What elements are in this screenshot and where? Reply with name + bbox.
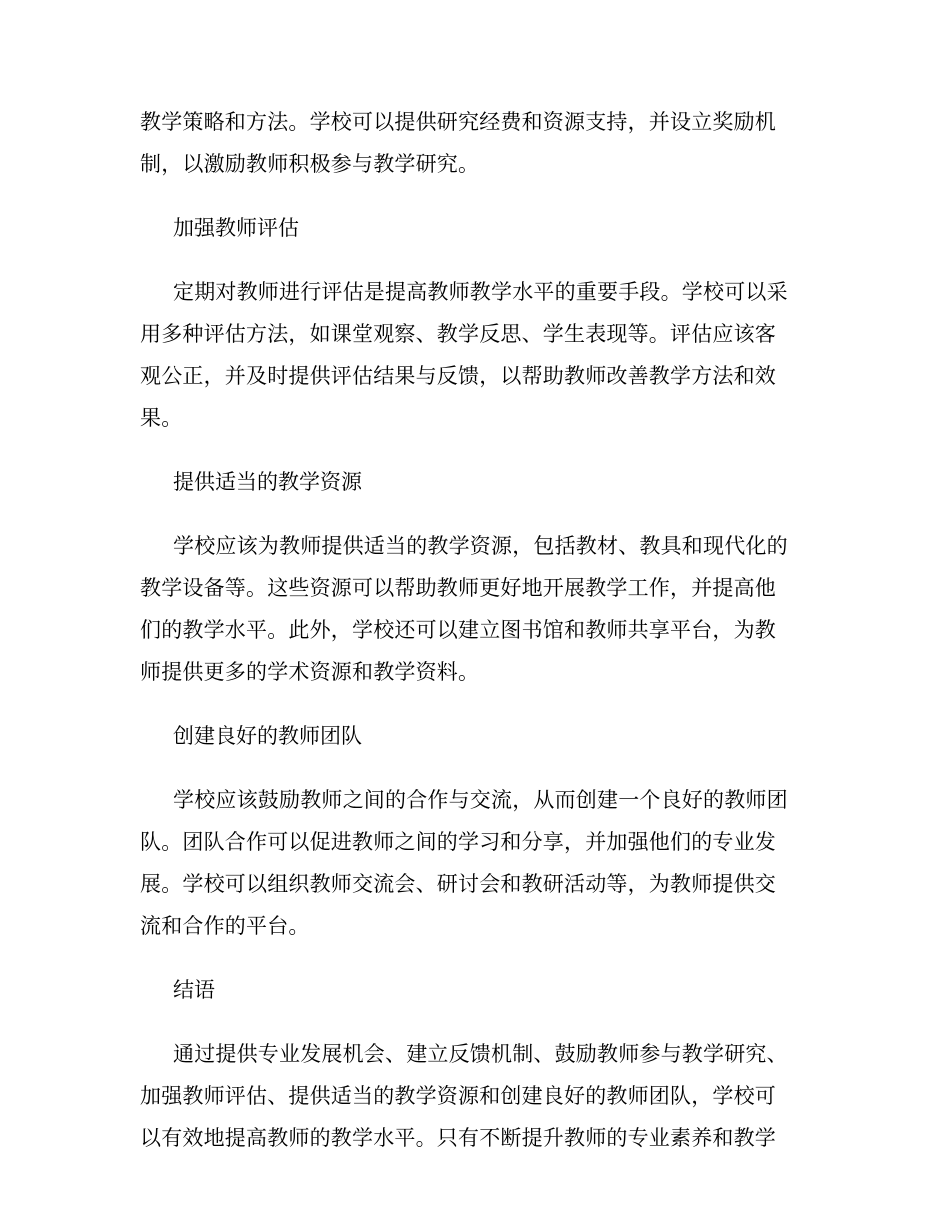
section-heading-teaching-resources: 提供适当的教学资源 <box>173 470 362 494</box>
paragraph-teacher-evaluation <box>140 271 810 439</box>
section-heading-teacher-team: 创建良好的教师团队 <box>173 724 362 748</box>
paragraph-conclusion <box>140 1033 810 1159</box>
text-line: 展。学校可以组织教师交流会、研讨会和教研活动等，为教师提供交 <box>140 872 776 896</box>
text-line: 队。团队合作可以促进教师之间的学习和分享，并加强他们的专业发 <box>140 830 776 854</box>
text-line: 们的教学水平。此外，学校还可以建立图书馆和教师共享平台，为教 <box>140 618 776 642</box>
text-line: 通过提供专业发展机会、建立反馈机制、鼓励教师参与教学研究、 <box>173 1042 788 1066</box>
text-line: 教学策略和方法。学校可以提供研究经费和资源支持，并设立奖励机 <box>140 110 776 134</box>
document-body <box>140 101 810 1159</box>
text-line: 流和合作的平台。 <box>140 914 310 938</box>
text-line: 制，以激励教师积极参与教学研究。 <box>140 152 480 176</box>
text-line: 师提供更多的学术资源和教学资料。 <box>140 660 480 684</box>
paragraph-continued <box>140 101 810 185</box>
text-line: 学校应该为教师提供适当的教学资源，包括教材、教具和现代化的 <box>173 534 788 558</box>
section-heading-conclusion: 结语 <box>173 978 215 1002</box>
text-line: 观公正，并及时提供评估结果与反馈，以帮助教师改善教学方法和效 <box>140 364 776 388</box>
text-line: 加强教师评估、提供适当的教学资源和创建良好的教师团队，学校可 <box>140 1084 776 1108</box>
section-heading-teacher-evaluation: 加强教师评估 <box>173 216 299 240</box>
text-line: 以有效地提高教师的教学水平。只有不断提升教师的专业素养和教学 <box>140 1126 776 1150</box>
text-line: 果。 <box>140 406 183 430</box>
text-line: 用多种评估方法，如课堂观察、教学反思、学生表现等。评估应该客 <box>140 322 776 346</box>
text-line: 学校应该鼓励教师之间的合作与交流，从而创建一个良好的教师团 <box>173 788 788 812</box>
text-line: 定期对教师进行评估是提高教师教学水平的重要手段。学校可以采 <box>173 280 788 304</box>
paragraph-teaching-resources <box>140 525 810 693</box>
paragraph-teacher-team <box>140 779 810 947</box>
text-line: 教学设备等。这些资源可以帮助教师更好地开展教学工作，并提高他 <box>140 576 776 600</box>
